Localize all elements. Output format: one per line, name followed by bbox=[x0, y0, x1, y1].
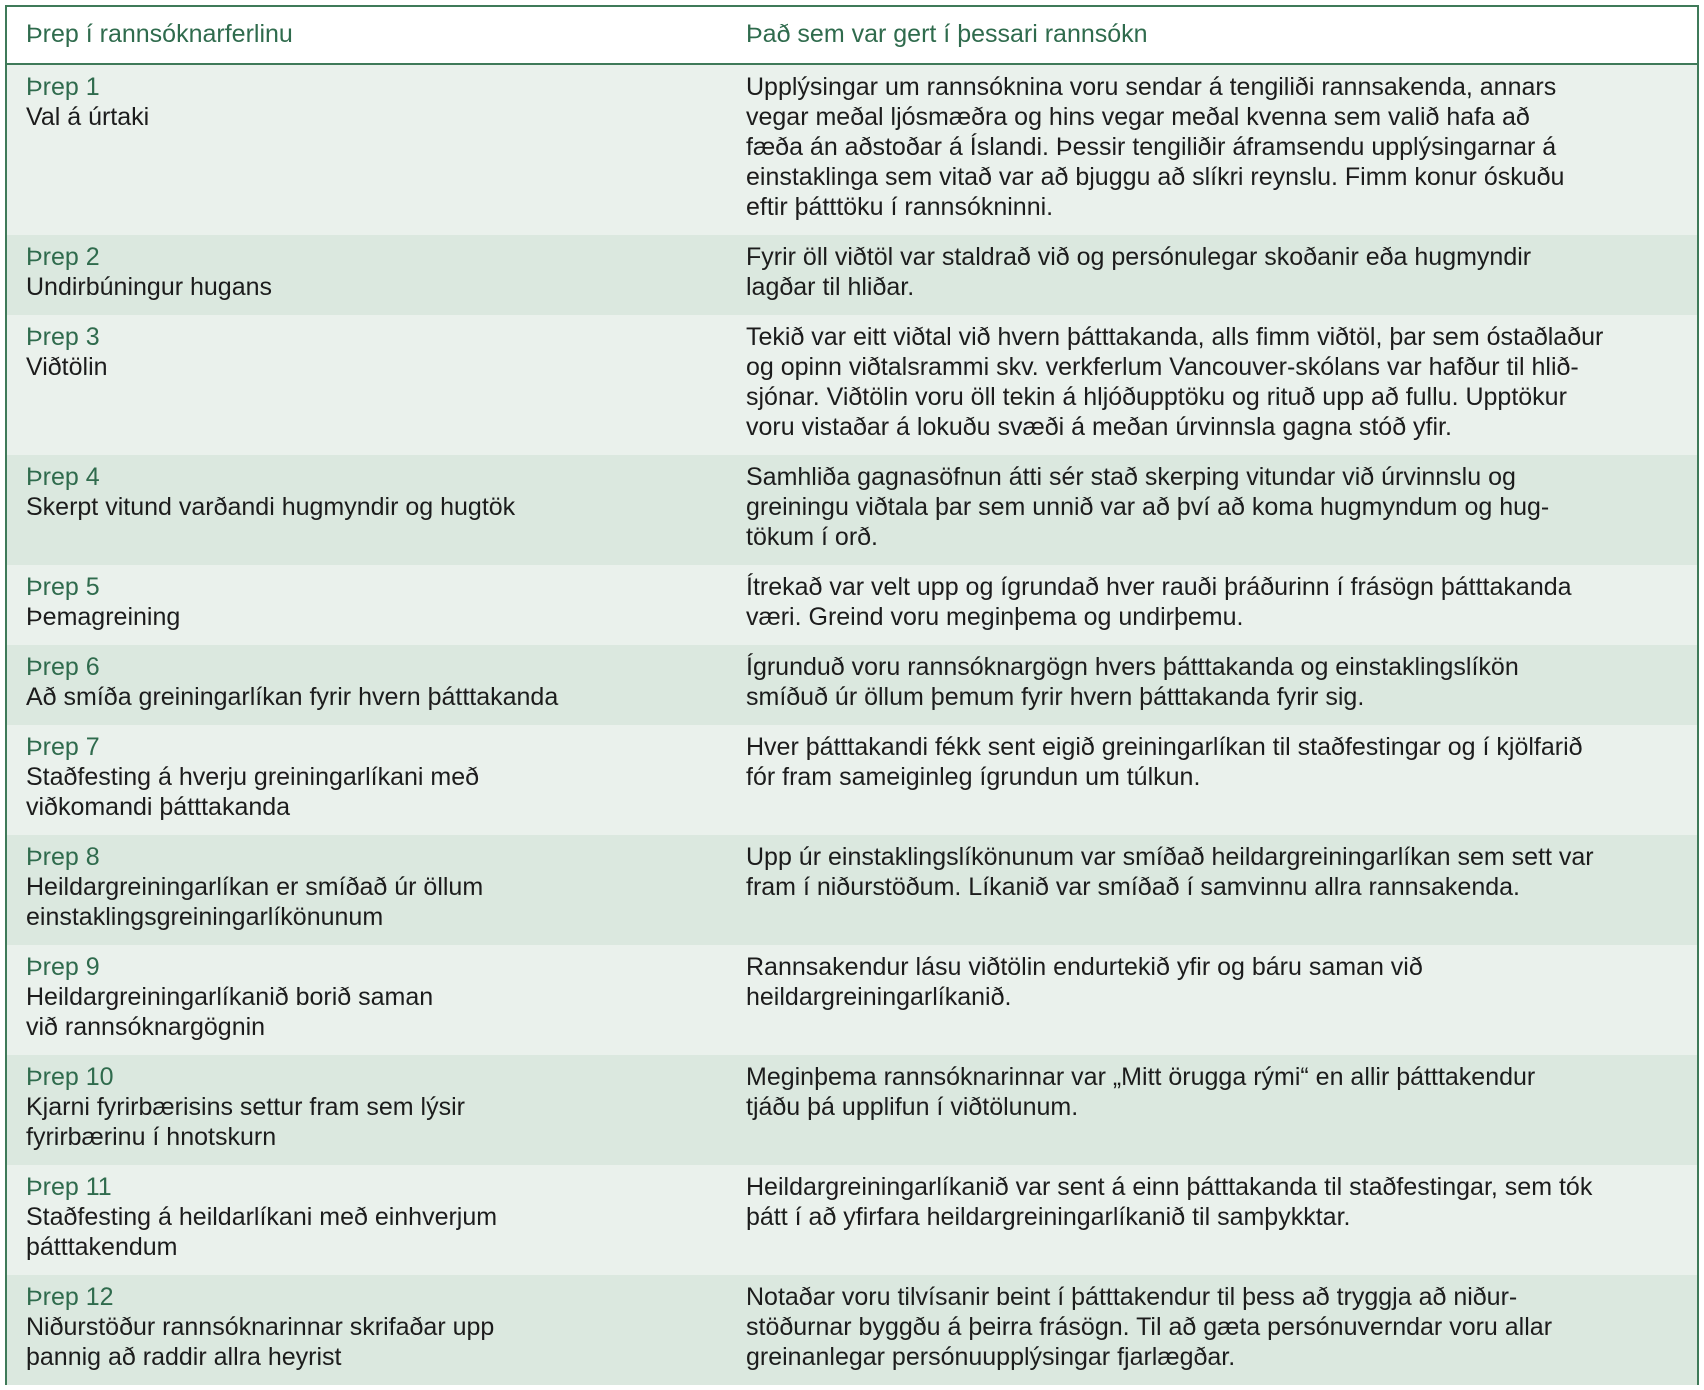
step-number: Þrep 11 bbox=[26, 1173, 112, 1201]
step-number: Þrep 6 bbox=[26, 653, 100, 681]
step-number: Þrep 3 bbox=[26, 323, 100, 351]
row-1-description bbox=[728, 65, 1697, 235]
step-description: Heildargreiningarlíkanið var sent á einn þátttakanda til staðfestingar, sem tók þátt í að yfirfara heildargreiningarlíkanið til samþykktar. bbox=[746, 1173, 1593, 1231]
step-label: Staðfesting á hverju greiningarlíkani með viðkomandi þátttakanda bbox=[26, 763, 480, 821]
step-label: Heildargreiningarlíkan er smíðað úr öllum einstaklingsgreiningarlíkönunum bbox=[26, 873, 484, 931]
step-description: Ítrekað var velt upp og ígrundað hver rauði þráðurinn í frásögn þátttakanda væri. Greind voru meginþema og undirþemu. bbox=[746, 573, 1572, 631]
row-2-description bbox=[728, 235, 1697, 315]
step-description: Upp úr einstaklingslíkönunum var smíðað heildargreiningarlíkan sem sett var fram í niðurstöðum. Líkanið var smíðað í samvinnu allra rannsakenda. bbox=[746, 843, 1594, 901]
step-label: Þemagreining bbox=[26, 603, 181, 631]
step-description: Ígrunduð voru rannsóknargögn hvers þátttakanda og einstaklingslíkön smíðuð úr öllum þemum fyrir hvern þátttakanda fyrir sig. bbox=[746, 653, 1519, 711]
step-label: Skerpt vitund varðandi hugmyndir og hugtök bbox=[26, 493, 516, 521]
step-description: Rannsakendur lásu viðtölin endurtekið yfir og báru saman við heildargreiningarlíkanið. bbox=[746, 953, 1423, 1011]
header-step-column bbox=[7, 7, 728, 65]
row-11-step bbox=[7, 1165, 728, 1275]
step-number: Þrep 9 bbox=[26, 953, 100, 981]
row-12-step bbox=[7, 1275, 728, 1385]
step-label: Heildargreiningarlíkanið borið saman við rannsóknargögnin bbox=[26, 983, 434, 1041]
row-2-step bbox=[7, 235, 728, 315]
step-number: Þrep 7 bbox=[26, 733, 100, 761]
row-1-step bbox=[7, 65, 728, 235]
row-8-step bbox=[7, 835, 728, 945]
row-6-step bbox=[7, 645, 728, 725]
header-col1: Þrep í rannsóknarferlinu bbox=[26, 20, 293, 48]
header-description-column bbox=[728, 7, 1697, 65]
research-steps-table bbox=[5, 5, 1699, 1385]
row-5-step bbox=[7, 565, 728, 645]
row-3-step bbox=[7, 315, 728, 455]
step-description: Hver þátttakandi fékk sent eigið greiningarlíkan til staðfestingar og í kjölfarið fór fram sameiginleg ígrundun um túlkun. bbox=[746, 733, 1583, 791]
step-description: Samhliða gagnasöfnun átti sér stað skerping vitundar við úrvinnslu og greiningu viðtala þar sem unnið var að því að koma hugmyndum og hug- tökum í orð. bbox=[746, 463, 1550, 551]
row-4-step bbox=[7, 455, 728, 565]
step-label: Undirbúningur hugans bbox=[26, 273, 273, 301]
step-description: Tekið var eitt viðtal við hvern þátttakanda, alls fimm viðtöl, þar sem óstaðlaður og opinn viðtalsrammi skv. verkferlum Vancouver-skólans var hafður til hlið- sjónar. Viðtölin voru öll tekin á hljóðupptöku og rituð upp að fullu. Upptökur voru vistaðar á lokuðu svæði á meðan úrvinnsla gagna stóð yfir. bbox=[746, 323, 1604, 441]
row-8-description bbox=[728, 835, 1697, 945]
header-col2: Það sem var gert í þessari rannsókn bbox=[746, 20, 1148, 48]
step-number: Þrep 5 bbox=[26, 573, 100, 601]
step-number: Þrep 10 bbox=[26, 1063, 114, 1091]
row-6-description bbox=[728, 645, 1697, 725]
row-9-step bbox=[7, 945, 728, 1055]
step-label: Niðurstöður rannsóknarinnar skrifaðar upp þannig að raddir allra heyrist bbox=[26, 1313, 495, 1371]
row-3-description bbox=[728, 315, 1697, 455]
row-7-description bbox=[728, 725, 1697, 835]
row-10-description bbox=[728, 1055, 1697, 1165]
row-4-description bbox=[728, 455, 1697, 565]
step-label: Val á úrtaki bbox=[26, 103, 150, 131]
step-description: Fyrir öll viðtöl var staldrað við og persónulegar skoðanir eða hugmyndir lagðar til hliðar. bbox=[746, 243, 1532, 301]
step-label: Kjarni fyrirbærisins settur fram sem lýsir fyrirbærinu í hnotskurn bbox=[26, 1093, 465, 1151]
row-9-description bbox=[728, 945, 1697, 1055]
step-number: Þrep 4 bbox=[26, 463, 100, 491]
step-description: Meginþema rannsóknarinnar var „Mitt örugga rými“ en allir þátttakendur tjáðu þá upplifun í viðtölunum. bbox=[746, 1063, 1536, 1121]
step-number: Þrep 8 bbox=[26, 843, 100, 871]
row-12-description bbox=[728, 1275, 1697, 1385]
step-number: Þrep 12 bbox=[26, 1283, 114, 1311]
row-5-description bbox=[728, 565, 1697, 645]
step-number: Þrep 2 bbox=[26, 243, 100, 271]
step-description: Upplýsingar um rannsóknina voru sendar á tengiliði rannsakenda, annars vegar meðal ljósmæðra og hins vegar meðal kvenna sem valið hafa að fæða án aðstoðar á Íslandi. Þessir tengiliðir áframsendu upplýsingarnar á einstaklinga sem vitað var að bjuggu að slíkri reynslu. Fimm konur óskuðu eftir þátttöku í rannsókninni. bbox=[746, 73, 1565, 221]
step-label: Viðtölin bbox=[26, 353, 108, 381]
step-label: Að smíða greiningarlíkan fyrir hvern þátttakanda bbox=[26, 683, 559, 711]
step-description: Notaðar voru tilvísanir beint í þátttakendur til þess að tryggja að niður- stöðurnar byggðu á þeirra frásögn. Til að gæta persónuverndar voru allar greinanlegar persónuupplýsingar fjarlægðar. bbox=[746, 1283, 1553, 1371]
step-number: Þrep 1 bbox=[26, 73, 100, 101]
row-7-step bbox=[7, 725, 728, 835]
row-11-description bbox=[728, 1165, 1697, 1275]
step-label: Staðfesting á heildarlíkani með einhverjum þátttakendum bbox=[26, 1203, 498, 1261]
row-10-step bbox=[7, 1055, 728, 1165]
